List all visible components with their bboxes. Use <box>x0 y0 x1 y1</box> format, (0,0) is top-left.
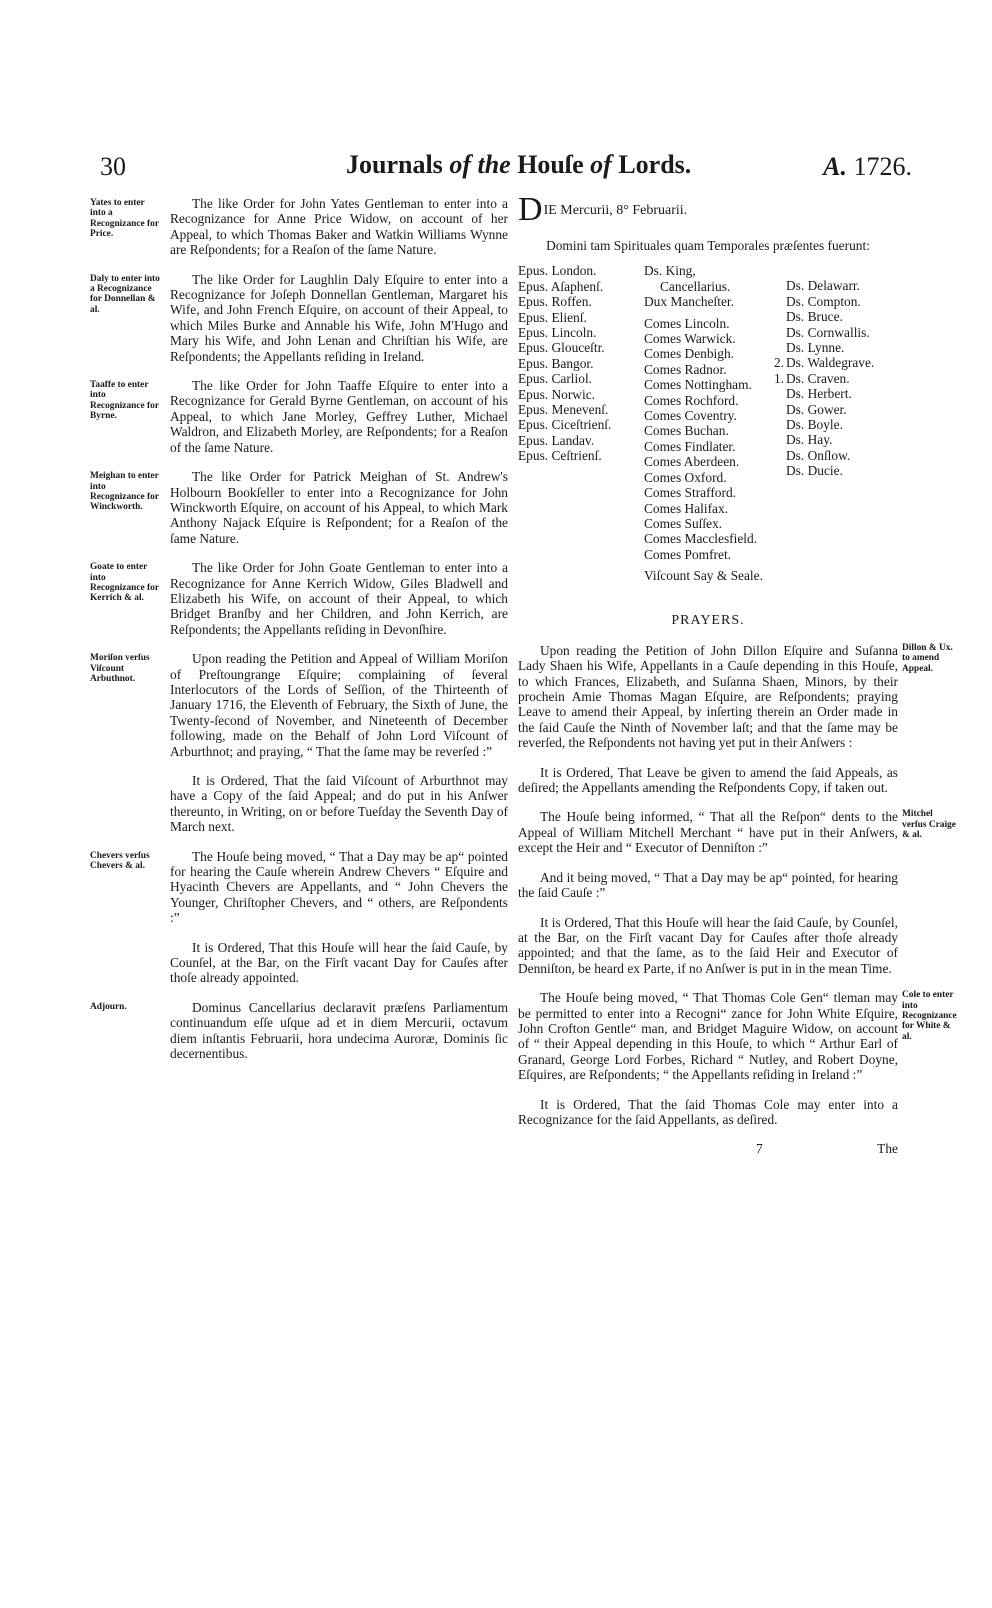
entry-text: It is Ordered, That this Houſe will hear the ſaid Cauſe, by Counſel, at the Bar, on the Firſt vacant Day for Cauſes after thoſe already appointed. <box>170 939 508 986</box>
roll-name-text: Comes Pomfret. <box>644 546 732 562</box>
roll-name-text: Ds. Compton. <box>786 293 861 309</box>
entry-text: The like Order for John Goate Gentleman to enter into a Recognizance for Anne Kerrich Widow, Giles Bladwell and Elizabeth his Wife, on account of their Appeal, to which Bridget Branſby and her Children, and John Kerrich, are Reſpondents; the Appellants reſiding in Devonſhire. <box>170 560 508 637</box>
roll-name-text: Dux Mancheſter. <box>644 294 734 310</box>
roll-name <box>644 547 784 562</box>
roll-name-text: Comes Oxford. <box>644 469 727 485</box>
entry-cole-order <box>518 1097 898 1128</box>
roll-name <box>770 386 900 401</box>
roll-name-text: Comes Suſſex. <box>644 515 723 531</box>
roll-name-text: Epus. Menevenſ. <box>518 402 609 418</box>
roll-name <box>770 325 900 340</box>
page-number: 30 <box>100 152 126 181</box>
roll-name-text: Comes Strafford. <box>644 485 736 501</box>
margin-note: Chevers verſus Chevers & al. <box>90 850 150 872</box>
attendance-heading: Domini tam Spirituales quam Temporales præſentes fuerunt: <box>546 238 870 253</box>
drop-initial: D <box>518 191 543 228</box>
entry-text: Dominus Cancellarius declaravit præſens Parliamentum continuandum eſſe uſque ad et in diem Mercurii, octavum diem inſtantis Februarii, hora undecima Auroræ, Dominis ſic decernentibus. <box>170 999 508 1062</box>
roll-name-text: Ds. Waldegrave. <box>786 355 875 371</box>
roll-name-text: Ds. Onſlow. <box>786 447 851 463</box>
roll-name <box>644 408 784 423</box>
entry-mitchel <box>518 809 956 856</box>
roll-name-text: Epus. Elienſ. <box>518 309 587 325</box>
entry-text: And it being moved, “ That a Day may be ap“ pointed, for hearing the ſaid Cauſe :” <box>518 869 898 901</box>
roll-name <box>770 432 900 447</box>
roll-barons <box>770 278 900 478</box>
margin-note: Moriſon verſus Viſcount Arbuthnot. <box>90 653 150 684</box>
date-heading <box>518 191 898 228</box>
roll-name-text: Ds. Cornwallis. <box>786 324 870 340</box>
roll-name <box>644 377 784 392</box>
date-heading-text: IE Mercurii, 8° Februarii. <box>543 203 688 218</box>
title-house: Houſe <box>517 150 584 179</box>
entry-morison-order <box>90 773 508 835</box>
roll-name <box>770 309 900 324</box>
roll-name-text: Ds. Ducie. <box>786 463 843 479</box>
roll-name-text: Epus. Aſaphenſ. <box>518 278 604 294</box>
entry-text: The Houſe being informed, “ That all the Reſpon“ dents to the Appeal of William Mitchell Merchant “ have put in their Anſwers, except the Heir and “ Executor of Denniſton :” <box>518 809 898 856</box>
signature-mark: 7 <box>756 1141 763 1157</box>
entry-meighan <box>90 469 508 546</box>
roll-name-text: Comes Buchan. <box>644 423 729 439</box>
entry-yates <box>90 196 508 258</box>
roll-name-text: Epus. Landav. <box>518 432 595 448</box>
roll-name <box>644 485 784 500</box>
entry-adjourn <box>90 1000 508 1062</box>
entry-text: The Houſe being moved, “ That Thomas Cole Gen“ tleman may be permitted to enter into a Recogni“ zance for John White Eſquire, John Crofton Gentle“ man, and Bridget Maguire Widow, on account of “ their Appeal depending in this Houſe, to which “ Arthur Earl of Granard, George Lord Forbes, Richard “ Nutley, and Robert Doyne, Eſquires, are Reſpondents; “ the Appellants reſiding in Ireland :” <box>518 990 898 1083</box>
roll-name-text: Ds. Herbert. <box>786 386 852 402</box>
roll-name <box>644 531 784 546</box>
entry-text: It is Ordered, That the ſaid Thomas Cole may enter into a Recognizance for the ſaid Appellants, as deſired. <box>518 1096 898 1127</box>
entry-morison <box>90 651 508 759</box>
roll-name-text: Ds. Hay. <box>786 432 833 448</box>
roll-name-text: Ds. Gower. <box>786 401 847 417</box>
entry-chevers-order <box>90 940 508 986</box>
attendance-roll <box>518 263 898 601</box>
roll-number: 2. <box>773 355 784 371</box>
roll-name-text: Comes Nottingham. <box>644 377 752 393</box>
margin-note: Taaffe to enter into Recognizance for Byrne. <box>90 380 159 422</box>
roll-name-text: Epus. Glouceſtr. <box>518 340 605 356</box>
roll-name <box>644 316 784 331</box>
roll-number: 1. <box>773 370 784 386</box>
roll-name <box>518 294 650 309</box>
roll-name <box>518 387 650 402</box>
entry-text: The like Order for Patrick Meighan of St. Andrew's Holbourn Bookſeller to enter into a Recognizance for John Winckworth Eſquire, on account of his Appeal, to which Mark Anthony Najack Eſquire is Reſpondent; for a Reaſon of the ſame Nature. <box>170 469 508 546</box>
entry-dillon <box>518 642 953 751</box>
roll-name-text: Ds. Boyle. <box>786 417 843 433</box>
roll-name <box>644 279 784 294</box>
roll-name <box>770 355 900 370</box>
margin-note: Cole to enter into Recognizance for White & al. <box>902 990 957 1042</box>
header-year <box>823 152 912 182</box>
entry-text: The like Order for Laughlin Daly Eſquire to enter into a Recognizance for Joſeph Donnellan Gentleman, Margaret his Wife, and John French Eſquire, on account of their Appeal, to which Miles Burke and Annable his Wife, John M'Hugo and Mary his Wife, and John Lenan and Chriſtian his Wife, are Reſpondents; the Appellants reſiding in Ireland. <box>170 271 508 364</box>
roll-name <box>518 356 650 371</box>
roll-name-text: Cancellarius. <box>660 278 731 294</box>
margin-note: Meighan to enter into Recognizance for Winckworth. <box>90 471 159 513</box>
entry-goate <box>90 560 508 637</box>
title-of: of <box>590 150 612 179</box>
entry-text: Upon reading the Petition and Appeal of William Moriſon of Preſtoungrange Eſquire; complaining of ſeveral Interlocutors of the Lords of Seſſion, of the Thirteenth of January 1716, the Eleventh of February, the Sixth of June, the Twenty-ſecond of November, and Nineteenth of December following, made on the Behalf of John Lord Viſcount of Arburthnot; and praying, “ That the ſame may be reverſed :” <box>170 651 508 759</box>
page-title <box>346 150 691 180</box>
entry-text: It is Ordered, That the ſaid Viſcount of Arburthnot may have a Copy of the ſaid Appeal; and do put in his Anſwer thereunto, in Writing, on or before Tueſday the Seventh Day of March next. <box>170 773 508 835</box>
margin-note: Yates to enter into a Recognizance for Price. <box>90 198 159 240</box>
roll-name <box>644 331 784 346</box>
roll-name-text: Epus. Roffen. <box>518 294 592 310</box>
roll-name-text: Viſcount Say & Seale. <box>644 568 763 584</box>
roll-name <box>644 470 784 485</box>
roll-name <box>770 448 900 463</box>
entry-mitchel-order <box>518 915 898 977</box>
entry-text: The Houſe being moved, “ That a Day may be ap“ pointed for hearing the Cauſe wherein Andrew Chevers “ Eſquire and Hyacinth Chevers are Appellants, and “ John Chevers the Younger, Chriſtopher Chevers, and “ others, are Reſpondents :” <box>170 848 508 926</box>
roll-name <box>518 279 650 294</box>
roll-name <box>644 294 784 309</box>
roll-name <box>518 340 650 355</box>
roll-name-text: Ds. Lynne. <box>786 340 845 356</box>
roll-name <box>518 448 650 463</box>
roll-name <box>518 263 650 278</box>
roll-name <box>644 439 784 454</box>
roll-name-text: Ds. Craven. <box>786 370 850 386</box>
roll-name-text: Comes Radnor. <box>644 361 727 377</box>
entry-text: Upon reading the Petition of John Dillon Eſquire and Suſanna Lady Shaen his Wife, Appellants in a Cauſe depending in this Houſe, to which Frances, Elizabeth, and Suſanna Shaen, Minors, by their prochein Amie Thomas Magan Eſquire, are Reſpondents; praying Leave to amend their Appeal, by inſerting therein an Order made in the ſaid Cauſe the Ninth of November laſt; and that the ſame may be reverſed, the Reſpondents not having yet put in their Anſwers : <box>518 642 898 751</box>
roll-name <box>644 393 784 408</box>
margin-note: Dillon & Ux. to amend Appeal. <box>902 642 953 674</box>
roll-name <box>644 346 784 361</box>
margin-note: Daly to enter into a Recognizance for Donnellan & al. <box>90 273 160 315</box>
roll-name <box>518 433 650 448</box>
roll-name-text: Epus. London. <box>518 263 597 279</box>
roll-peers <box>644 263 784 583</box>
roll-name-text: Ds. Delawarr. <box>786 278 860 294</box>
roll-name-text: Ds. King, <box>644 263 696 279</box>
roll-name <box>518 371 650 386</box>
roll-name-text: Comes Halifax. <box>644 500 729 516</box>
roll-bishops <box>518 263 650 463</box>
prayers-heading: PRAYERS. <box>671 613 745 629</box>
roll-name <box>644 263 784 278</box>
roll-name <box>644 516 784 531</box>
running-header <box>88 146 912 186</box>
title-journals: Journals <box>346 150 443 179</box>
title-lords: Lords. <box>618 150 692 179</box>
roll-name <box>644 501 784 516</box>
roll-name-text: Ds. Bruce. <box>786 309 843 325</box>
entry-chevers <box>90 849 508 926</box>
roll-name-text: Epus. Carliol. <box>518 371 593 387</box>
roll-name-text: Epus. Norwic. <box>518 386 595 402</box>
roll-name-text: Comes Denbigh. <box>644 346 735 362</box>
right-column <box>518 191 957 1161</box>
roll-name <box>770 417 900 432</box>
year-prefix: A. <box>823 152 847 181</box>
title-of-the: of the <box>449 150 511 179</box>
roll-name <box>770 340 900 355</box>
roll-name <box>770 371 900 386</box>
roll-name-text: Comes Lincoln. <box>644 315 730 331</box>
roll-name-text: Comes Warwick. <box>644 331 736 347</box>
roll-name-text: Comes Rochford. <box>644 392 739 408</box>
roll-name <box>770 463 900 478</box>
roll-name <box>770 402 900 417</box>
roll-name-text: Epus. Ciceſtrienſ. <box>518 417 612 433</box>
year-number: 1726. <box>853 152 912 181</box>
roll-name <box>518 402 650 417</box>
roll-name <box>644 362 784 377</box>
entry-text: It is Ordered, That this Houſe will hear the ſaid Cauſe, by Counſel, at the Bar, on the Firſt vacant Day for Cauſes after thoſe already appointed; and that the ſame, as to the ſaid Heir and Executor of Denniſton, be heard ex Parte, if no Anſwer is put in in the mean Time. <box>518 914 898 976</box>
roll-name-text: Comes Coventry. <box>644 408 737 424</box>
roll-name <box>770 278 900 293</box>
roll-name <box>518 325 650 340</box>
roll-name <box>644 568 784 583</box>
margin-note: Mitchel verſus Craige & al. <box>902 809 956 841</box>
entry-dillon-order <box>518 765 898 796</box>
margin-note: Goate to enter into Recognizance for Kerrich & al. <box>90 562 159 604</box>
left-column <box>90 196 508 1076</box>
roll-name <box>770 294 900 309</box>
entry-text: It is Ordered, That Leave be given to amend the ſaid Appeals, as deſired; the Appellants amending the Reſpondents Copy, if taken out. <box>518 764 898 796</box>
roll-name-text: Epus. Lincoln. <box>518 325 597 341</box>
roll-name-text: Comes Findlater. <box>644 438 736 454</box>
entry-daly <box>90 272 508 364</box>
entry-mitchel-motion <box>518 870 898 901</box>
entry-taaffe <box>90 378 508 455</box>
roll-name-text: Comes Macclesfield. <box>644 531 758 547</box>
roll-name-text: Comes Aberdeen. <box>644 454 740 470</box>
catchword: The <box>877 1141 898 1157</box>
entry-cole <box>518 990 957 1083</box>
roll-name-text: Epus. Ceſtrienſ. <box>518 448 602 464</box>
margin-note: Adjourn. <box>90 1001 127 1012</box>
roll-name <box>518 417 650 432</box>
entry-text: The like Order for John Taaffe Eſquire to enter into a Recognizance for Gerald Byrne Gentleman, on account of his Appeal, to which Jane Morley, Geffrey Luther, Michael Waldron, and Elizabeth Morley, are Reſpondents; for a Reaſon of the ſame Nature. <box>170 378 508 455</box>
page-footer <box>518 1141 898 1161</box>
roll-name-text: Epus. Bangor. <box>518 355 594 371</box>
entry-text: The like Order for John Yates Gentleman to enter into a Recognizance for Anne Price Widow, on account of her Appeal, to which Thomas Baker and Watkin Williams Wynne are Reſpondents; for a Reaſon of the ſame Nature. <box>170 196 508 258</box>
roll-name <box>644 423 784 438</box>
roll-name <box>644 454 784 469</box>
roll-name <box>518 310 650 325</box>
